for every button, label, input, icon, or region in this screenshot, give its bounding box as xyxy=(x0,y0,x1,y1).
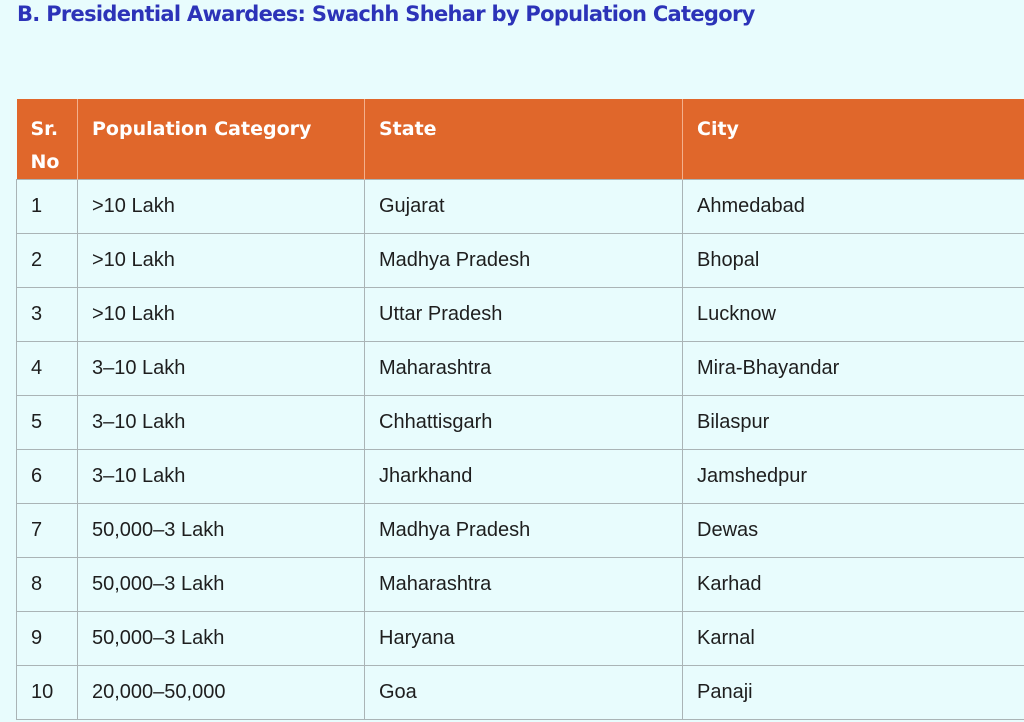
cell-city: Dewas xyxy=(683,504,1024,558)
cell-state: Chhattisgarh xyxy=(365,396,683,450)
cell-population-category: 3–10 Lakh xyxy=(78,450,365,504)
cell-sr-no: 5 xyxy=(17,396,78,450)
cell-population-category: 3–10 Lakh xyxy=(78,342,365,396)
cell-sr-no: 8 xyxy=(17,558,78,612)
cell-sr-no: 7 xyxy=(17,504,78,558)
cell-sr-no: 10 xyxy=(17,666,78,720)
cell-population-category: 50,000–3 Lakh xyxy=(78,612,365,666)
cell-sr-no: 2 xyxy=(17,234,78,288)
cell-city: Panaji xyxy=(683,666,1024,720)
table-body xyxy=(17,180,1024,720)
header-sr-no: Sr. No xyxy=(17,99,78,180)
table-header-row xyxy=(17,99,1024,180)
cell-state: Gujarat xyxy=(365,180,683,234)
awardees-table xyxy=(16,99,1024,720)
table-row xyxy=(17,234,1024,288)
cell-state: Jharkhand xyxy=(365,450,683,504)
cell-state: Maharashtra xyxy=(365,558,683,612)
cell-sr-no: 6 xyxy=(17,450,78,504)
cell-population-category: >10 Lakh xyxy=(78,288,365,342)
header-state: State xyxy=(365,99,683,180)
table-row xyxy=(17,666,1024,720)
cell-population-category: 20,000–50,000 xyxy=(78,666,365,720)
table-row xyxy=(17,180,1024,234)
cell-population-category: 50,000–3 Lakh xyxy=(78,558,365,612)
header-population-category: Population Category xyxy=(78,99,365,180)
cell-sr-no: 1 xyxy=(17,180,78,234)
cell-state: Uttar Pradesh xyxy=(365,288,683,342)
cell-city: Ahmedabad xyxy=(683,180,1024,234)
cell-population-category: >10 Lakh xyxy=(78,234,365,288)
cell-sr-no: 3 xyxy=(17,288,78,342)
cell-city: Bilaspur xyxy=(683,396,1024,450)
cell-city: Karhad xyxy=(683,558,1024,612)
cell-city: Jamshedpur xyxy=(683,450,1024,504)
cell-state: Madhya Pradesh xyxy=(365,504,683,558)
cell-population-category: 50,000–3 Lakh xyxy=(78,504,365,558)
table-row xyxy=(17,288,1024,342)
cell-state: Goa xyxy=(365,666,683,720)
table-row xyxy=(17,396,1024,450)
table-row xyxy=(17,450,1024,504)
cell-state: Maharashtra xyxy=(365,342,683,396)
cell-population-category: >10 Lakh xyxy=(78,180,365,234)
cell-state: Madhya Pradesh xyxy=(365,234,683,288)
cell-city: Mira-Bhayandar xyxy=(683,342,1024,396)
cell-sr-no: 4 xyxy=(17,342,78,396)
page-title: B. Presidential Awardees: Swachh Shehar by Population Category xyxy=(17,2,755,26)
table-row xyxy=(17,342,1024,396)
header-city: City xyxy=(683,99,1024,180)
table-row xyxy=(17,558,1024,612)
cell-city: Karnal xyxy=(683,612,1024,666)
table-row xyxy=(17,612,1024,666)
table-row xyxy=(17,504,1024,558)
cell-city: Lucknow xyxy=(683,288,1024,342)
cell-state: Haryana xyxy=(365,612,683,666)
cell-city: Bhopal xyxy=(683,234,1024,288)
cell-sr-no: 9 xyxy=(17,612,78,666)
cell-population-category: 3–10 Lakh xyxy=(78,396,365,450)
